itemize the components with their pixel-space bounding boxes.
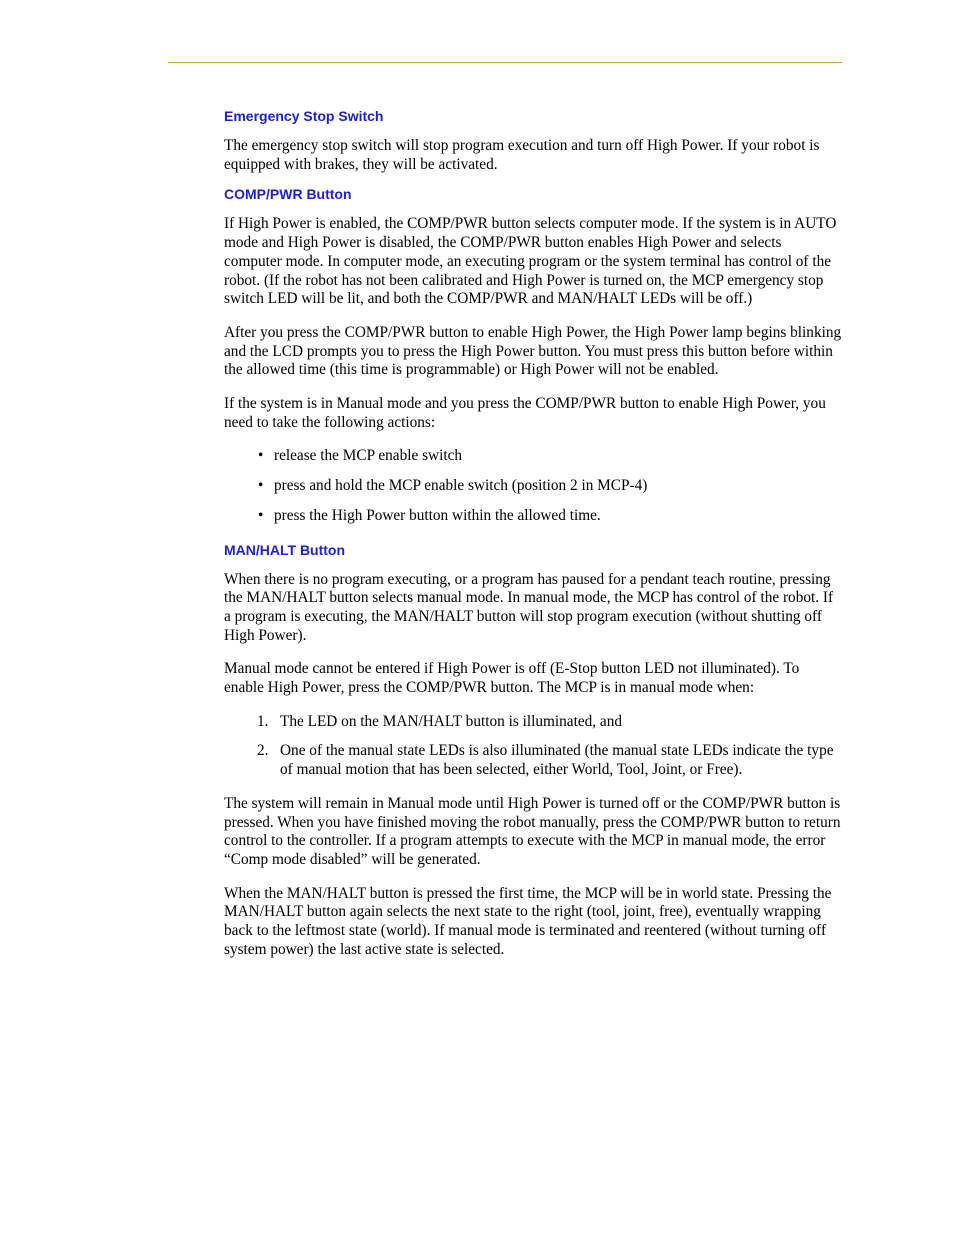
list-number: 1. [257,712,269,730]
heading-man-halt-button: MAN/HALT Button [224,541,346,558]
numbered-list-manual-mode [224,713,842,780]
paragraph-comp-pwr-3: If the system is in Manual mode and you press the COMP/PWR button to enable High Power, you need to take the following actions: [224,395,826,431]
bullet-list-manual-actions [224,447,842,525]
list-item-text: One of the manual state LEDs is also illuminated (the manual state LEDs indicate the type of manual motion that has been selected, either World, Tool, Joint, or Free). [280,742,834,779]
heading-emergency-stop-switch: Emergency Stop Switch [224,108,384,124]
list-item [224,477,842,496]
header-rule [168,62,842,63]
list-item [224,507,842,526]
list-number: 2. [257,742,269,760]
bullet-icon: • [258,477,264,495]
list-item-text: press the High Power button within the allowed time. [274,506,601,524]
list-item-text: release the MCP enable switch [274,447,463,465]
paragraph-man-halt-3: The system will remain in Manual mode until High Power is turned off or the COMP/PWR button is pressed. When you have finished moving the robot manually, press the COMP/PWR button to return control to the controller. If a program attempts to execute with the MCP in manual mode, the error “Comp mode disabled” will be generated. [224,794,841,868]
heading-comp-pwr-button: COMP/PWR Button [224,186,352,203]
page-content [224,107,842,975]
paragraph-comp-pwr-1: If High Power is enabled, the COMP/PWR button selects computer mode. If the system is in AUTO mode and High Power is disabled, the COMP/PWR button enables High Power and selects computer mode. In computer mode, an executing program or the system terminal has control of the robot. (If the robot has not been calibrated and High Power is turned on, the MCP emergency stop switch LED will be lit, and both the COMP/PWR and MAN/HALT LEDs will be off.) [224,215,837,308]
paragraph-man-halt-4: When the MAN/HALT button is pressed the first time, the MCP will be in world state. Pressing the MAN/HALT button again selects the next state to the right (tool, joint, free), eventually wrapping back to the leftmost state (world). If manual mode is terminated and reentered (without turning off system power) the last active state is selected. [224,884,832,958]
list-item-text: The LED on the MAN/HALT button is illuminated, and [280,712,623,730]
list-item [224,713,842,732]
paragraph-emergency-stop: The emergency stop switch will stop program execution and turn off High Power. If your robot is equipped with brakes, they will be activated. [224,137,820,173]
list-item [224,742,842,779]
paragraph-man-halt-1: When there is no program executing, or a program has paused for a pendant teach routine, pressing the MAN/HALT button selects manual mode. In manual mode, the MCP has control of the robot. If a program is executing, the MAN/HALT button will stop program execution (without shutting off High Power). [224,570,834,644]
list-item [224,447,842,466]
bullet-icon: • [258,447,264,465]
list-item-text: press and hold the MCP enable switch (position 2 in MCP-4) [274,477,648,495]
paragraph-comp-pwr-2: After you press the COMP/PWR button to enable High Power, the High Power lamp begins blinking and the LCD prompts you to press the High Power button. You must press this button before within the allowed time (this time is programmable) or High Power will not be enabled. [224,323,842,379]
bullet-icon: • [258,506,264,524]
paragraph-man-halt-2: Manual mode cannot be entered if High Power is off (E-Stop button LED not illuminated). To enable High Power, press the COMP/PWR button. The MCP is in manual mode when: [224,660,800,697]
